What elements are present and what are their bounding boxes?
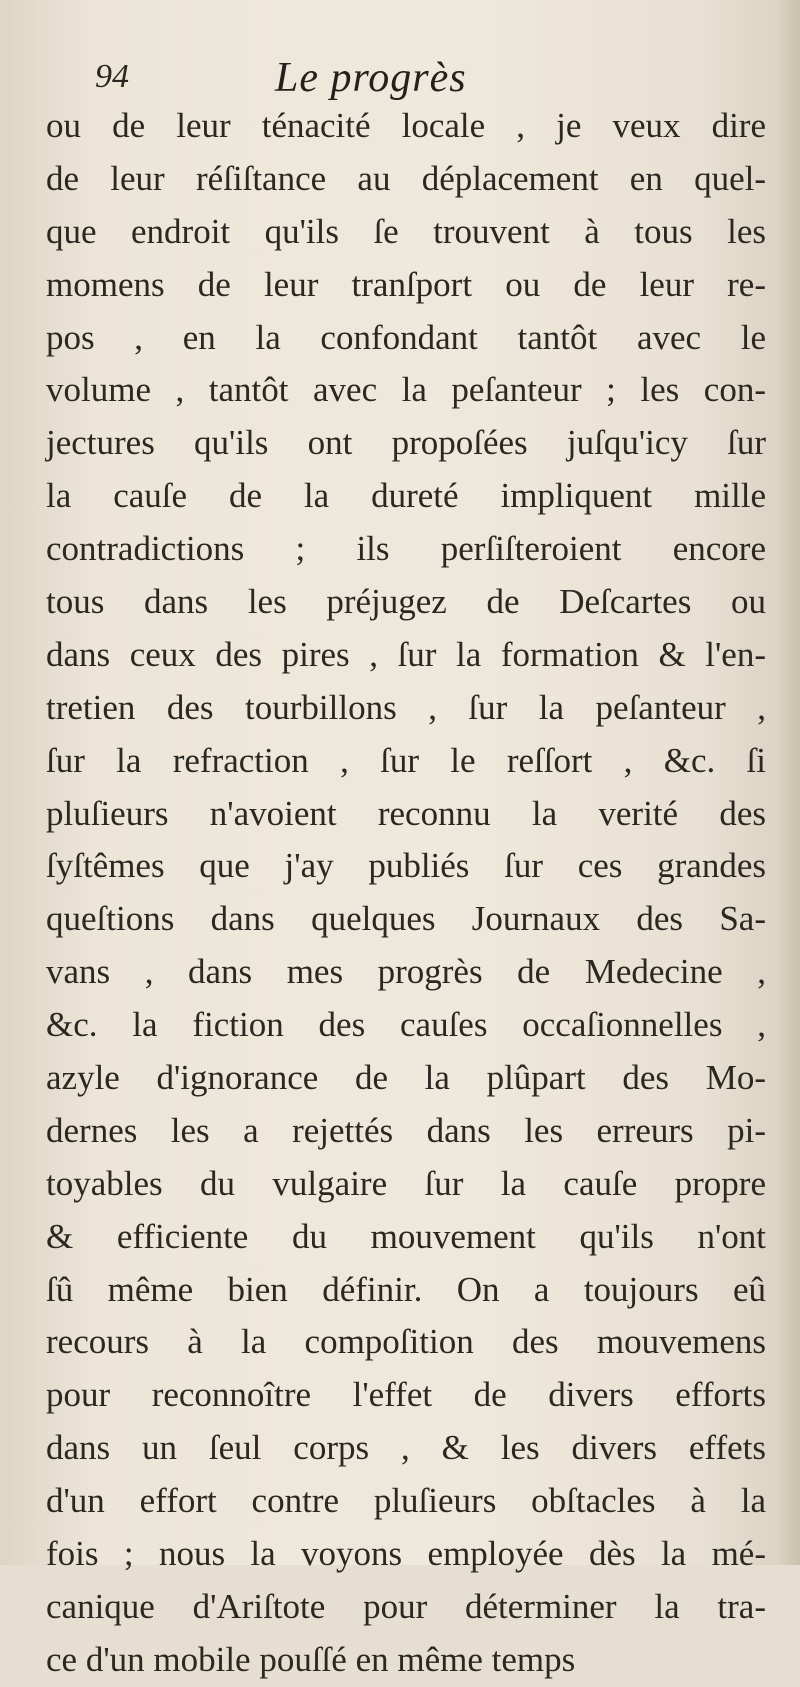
text-line: pluſieurs n'avoient reconnu la verité des	[46, 793, 766, 833]
text-line: dans un ſeul corps , & les divers effets	[46, 1428, 766, 1468]
text-line: ſû même bien définir. On a toujours eû	[46, 1269, 766, 1309]
text-line: volume , tantôt avec la peſanteur ; les con-	[46, 370, 766, 410]
text-line: fois ; nous la voyons employée dès la mé-	[46, 1534, 766, 1574]
text-line: queſtions dans quelques Journaux des Sa-	[46, 899, 766, 939]
text-line: que endroit qu'ils ſe trouvent à tous les	[46, 211, 766, 251]
text-line: momens de leur tranſport ou de leur re-	[46, 264, 766, 304]
text-line: pos , en la confondant tantôt avec le	[46, 317, 766, 357]
text-line: d'un effort contre pluſieurs obſtacles à la	[46, 1481, 766, 1521]
text-line: ce d'un mobile pouſſé en même temps	[46, 1639, 576, 1679]
text-line: toyables du vulgaire ſur la cauſe propre	[46, 1163, 766, 1203]
text-line: ſyſtêmes que j'ay publiés ſur ces grandes	[46, 846, 766, 886]
text-line: &c. la fiction des cauſes occaſionnelles ,	[46, 1005, 766, 1045]
text-line: jectures qu'ils ont propoſées juſqu'icy ſur	[46, 423, 766, 463]
text-line: de leur réſiſtance au déplacement en quel-	[46, 158, 766, 198]
text-line: recours à la compoſition des mouvemens	[46, 1322, 766, 1362]
body-text	[46, 100, 766, 1687]
text-line: dernes les a rejettés dans les erreurs pi-	[46, 1110, 766, 1150]
text-line: la cauſe de la dureté impliquent mille	[46, 476, 766, 516]
text-line: dans ceux des pires , ſur la formation & l'en-	[46, 634, 766, 674]
text-line: contradictions ; ils perſiſteroient encore	[46, 529, 766, 569]
text-line: ſur la refraction , ſur le reſſort , &c. ſi	[46, 740, 766, 780]
running-title: Le progrès	[275, 55, 467, 101]
page-number: 94	[95, 58, 129, 95]
text-line: canique d'Ariſtote pour déterminer la tra-	[46, 1586, 766, 1626]
text-line: pour reconnoître l'effet de divers efforts	[46, 1375, 766, 1415]
text-line: vans , dans mes progrès de Medecine ,	[46, 952, 766, 992]
text-line: azyle d'ignorance de la plûpart des Mo-	[46, 1058, 766, 1098]
text-line: & efficiente du mouvement qu'ils n'ont	[46, 1216, 766, 1256]
text-line: ou de leur ténacité locale , je veux dire	[46, 106, 766, 145]
text-line: tretien des tourbillons , ſur la peſanteur ,	[46, 687, 766, 727]
text-line: tous dans les préjugez de Deſcartes ou	[46, 582, 766, 622]
